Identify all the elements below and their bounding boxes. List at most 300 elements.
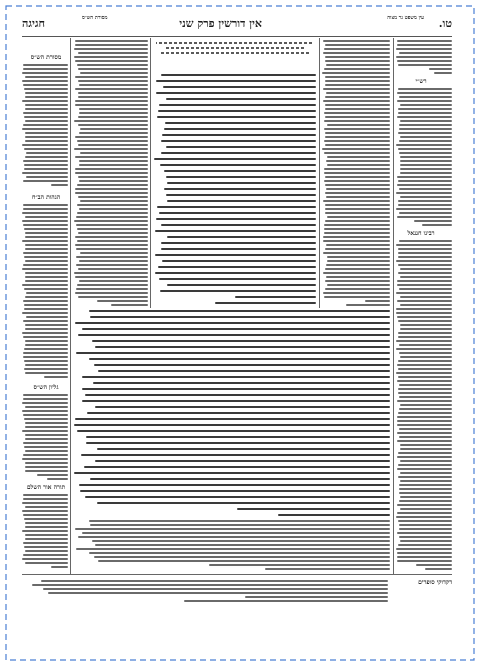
text-line [24,518,68,520]
text-line [86,436,390,438]
text-line [155,272,316,274]
text-line [25,562,68,564]
text-line [161,74,316,76]
text-line [159,212,316,214]
text-line [82,328,390,330]
text-line [167,236,316,238]
text-line [326,276,390,278]
page-header [22,14,452,37]
text-line [80,152,148,154]
text-line [398,256,452,258]
text-line [397,400,452,402]
text-line [23,414,68,416]
text-line [167,182,316,184]
text-line [400,496,452,498]
text-line [398,544,452,546]
text-line [414,220,452,222]
text-line [25,466,68,468]
text-line [397,556,452,558]
text-line [398,452,452,454]
text-line [396,208,452,210]
text-line [324,168,390,170]
text-line [325,76,390,78]
text-line [237,508,390,510]
text-line [323,252,390,254]
tosafot-commentary [74,40,148,306]
text-line [25,534,68,536]
text-line [77,430,390,432]
text-line [323,292,390,294]
torah-or-text [22,494,68,570]
text-line [158,266,316,268]
text-line [325,280,390,282]
text-line [44,376,68,378]
text-line [167,284,316,286]
text-line [25,296,68,298]
commentary-bottom [74,520,390,570]
text-line [327,156,390,158]
text-line [75,40,148,42]
text-line [23,498,68,500]
mesoret-text [22,64,68,188]
text-line [400,136,452,138]
text-line [78,68,148,70]
text-line [77,212,148,214]
text-line [327,124,390,126]
text-line [397,432,452,434]
text-line [397,420,452,422]
text-line [23,180,68,182]
text-line [324,120,390,122]
text-line [399,344,452,346]
text-line [75,136,148,138]
text-line [400,120,452,122]
text-line [434,72,452,74]
text-line [398,388,452,390]
text-line [156,92,316,94]
text-line [25,76,68,78]
text-line [399,428,452,430]
text-line [398,336,452,338]
text-line [25,434,68,436]
text-line [325,208,390,210]
text-line [397,116,452,118]
text-line [400,156,452,158]
text-line [78,80,148,82]
text-line [326,264,390,266]
text-line [43,588,388,590]
text-line [24,88,68,90]
text-line [397,60,452,62]
text-line [155,254,316,256]
text-line [156,218,316,220]
text-line [324,296,390,298]
text-line [22,80,68,82]
text-line [23,514,68,516]
text-line [75,44,148,46]
text-line [400,168,452,170]
text-line [159,104,316,106]
text-line [396,372,452,374]
text-line [397,552,452,554]
text-line [23,398,68,400]
text-line [23,124,68,126]
text-line [158,110,316,112]
text-line [429,68,452,70]
text-line [76,352,390,354]
text-line [25,276,68,278]
text-line [24,546,68,548]
text-line [79,84,148,86]
text-line [23,264,68,266]
text-line [399,52,452,54]
text-line [400,196,452,198]
rule-right [393,38,394,574]
footer-label: דקדוקי סופרים [418,579,452,586]
text-line [397,100,452,102]
text-line [400,276,452,278]
text-line [25,462,68,464]
text-line [162,134,316,136]
text-line [325,132,390,134]
text-line [75,236,148,238]
text-line [154,158,316,160]
text-line [75,528,390,530]
text-line [325,144,390,146]
masoret-title: מסורת הש״ס [82,15,108,21]
text-line [75,418,390,420]
text-line [84,466,390,468]
text-line [326,160,390,162]
text-line [397,92,452,94]
text-line [78,196,148,198]
text-line [396,548,452,550]
text-line [399,492,452,494]
text-line [164,188,316,190]
text-line [78,116,148,118]
tractate-title: חגיגה [22,17,45,30]
text-line [79,160,148,162]
text-line [23,112,68,114]
text-line [397,512,452,514]
text-line [25,216,68,218]
text-line [327,216,390,218]
text-line [24,148,68,150]
text-line [22,558,68,560]
text-line [160,164,316,166]
text-line [25,260,68,262]
text-line [327,256,390,258]
text-line [23,454,68,456]
text-line [397,380,452,382]
text-line [24,418,68,420]
rule-left [70,38,71,574]
text-line [23,160,68,162]
mishnah-heading [156,42,312,54]
text-line [323,88,390,90]
text-line [22,100,68,102]
text-line [397,504,452,506]
text-line [22,410,68,412]
text-line [24,368,68,370]
chapter-title: אין דורשין פרק שני [179,17,262,30]
text-line [26,292,68,294]
text-line [399,396,452,398]
text-line [166,98,316,100]
text-line [25,236,68,238]
text-line [23,68,68,70]
text-line [399,384,453,386]
text-line [323,272,390,274]
text-line [397,532,452,534]
text-line [327,260,390,262]
text-line [89,310,390,312]
text-line [324,112,390,114]
text-line [400,304,452,306]
text-line [161,242,316,244]
text-line [90,316,390,318]
folio-number: טו. [438,17,452,30]
text-line [25,140,68,142]
text-line [22,510,68,512]
text-line [25,470,68,472]
text-line [22,402,68,404]
text-line [78,296,148,298]
text-line [24,304,68,306]
text-line [78,232,148,234]
text-line [92,540,390,542]
text-line [77,240,148,242]
text-line [166,176,316,178]
text-line [398,112,453,114]
text-line [95,460,390,462]
text-line [24,308,68,310]
text-line [323,236,390,238]
text-line [77,284,149,286]
ein-mishpat-text [396,40,452,74]
text-line [25,506,68,508]
text-line [163,86,316,88]
text-line [25,104,68,106]
text-line [79,112,148,114]
text-line [398,520,452,522]
gilyon-text [22,394,68,480]
text-line [75,104,148,106]
footer-notes [22,580,388,602]
text-line [396,260,452,262]
text-line [400,160,452,162]
text-line [76,548,390,550]
text-line [89,520,390,522]
text-line [51,184,68,186]
text-line [78,52,148,54]
text-line [23,352,68,354]
text-line [325,136,390,138]
text-line [166,146,316,148]
text-line [97,448,390,450]
text-line [25,550,68,552]
text-line [397,284,452,286]
text-line [245,596,388,598]
text-line [22,502,68,504]
text-line [397,468,452,470]
text-line [74,48,148,50]
text-line [23,84,68,86]
text-line [397,216,452,218]
text-line [25,136,68,138]
text-line [24,256,68,258]
gemara-text-top [154,74,316,306]
text-line [24,446,68,448]
text-line [79,180,148,182]
text-line [25,328,68,330]
torah-or-label: תורה אור השלם [26,484,66,491]
text-line [47,478,68,480]
text-line [396,56,452,58]
text-line [32,584,388,586]
text-line [79,164,148,166]
text-line [278,514,390,516]
text-line [77,140,148,142]
text-line [23,252,68,254]
text-line [324,152,390,154]
text-line [400,172,452,174]
text-line [398,464,452,466]
text-line [75,188,148,190]
rule-rashi [319,38,320,308]
text-line [75,76,148,78]
text-line [22,72,68,74]
text-line [23,442,68,444]
text-line [80,252,148,254]
text-line [74,220,148,222]
text-line [325,116,390,118]
text-line [399,288,452,290]
text-line [75,244,148,246]
text-line [94,556,390,558]
text-line [400,296,452,298]
text-line [162,260,316,262]
text-line [22,458,68,460]
text-line [346,304,390,306]
text-line [23,494,68,496]
text-line [25,522,68,524]
text-line [78,144,148,146]
text-line [400,324,452,326]
text-line [399,152,452,154]
text-line [87,412,391,414]
text-line [24,164,68,166]
text-line [396,292,452,294]
text-line [184,600,388,602]
rashi-commentary [322,40,390,306]
text-line [22,530,68,532]
text-line [23,320,68,322]
text-line [23,394,68,396]
text-line [24,360,68,362]
text-line [48,592,388,594]
text-line [161,152,316,154]
text-line [325,204,390,206]
text-line [326,188,390,190]
ein-mishpat-title: עין משפט נר מצוה [387,15,424,21]
text-line [398,248,452,250]
text-line [25,272,68,274]
text-line [327,284,390,286]
text-line [397,316,452,318]
text-line [81,454,390,456]
text-line [26,152,68,154]
text-line [92,340,390,342]
text-line [161,140,316,142]
text-line [400,104,452,106]
text-line [400,540,452,542]
text-line [24,168,68,170]
text-line [164,170,316,172]
text-line [165,122,316,124]
text-line [79,108,148,110]
text-line [209,564,390,566]
text-line [25,96,68,98]
text-line [326,196,390,198]
text-line [325,56,390,58]
text-line [323,200,390,202]
text-line [74,272,148,274]
text-line [77,184,148,186]
text-line [90,524,390,526]
text-line [22,128,68,130]
text-line [95,406,390,408]
text-line [325,84,390,86]
text-line [25,538,68,540]
text-line [399,436,452,438]
text-line [25,364,68,366]
text-line [164,128,316,130]
text-line [399,536,452,538]
text-line [78,92,148,94]
text-line [322,72,390,74]
text-line [400,460,452,462]
text-line [397,456,452,458]
text-line [396,244,452,246]
text-line [78,96,148,98]
text-line [78,268,148,270]
text-line [396,308,452,310]
text-line [324,180,390,182]
text-line [327,164,390,166]
text-line [22,312,68,314]
text-line [25,108,68,110]
text-line [325,96,390,98]
text-line [25,340,68,342]
text-line [398,132,452,134]
text-line [76,264,148,266]
text-line [75,156,148,158]
text-line [24,348,68,350]
text-line [89,358,390,360]
text-line [399,352,452,354]
text-line [400,448,452,450]
text-line [25,120,68,122]
text-line [325,44,390,46]
text-line [399,240,452,242]
text-line [399,500,452,502]
text-line [324,228,390,230]
text-line [325,108,390,110]
text-line [75,168,148,170]
text-line [398,64,452,66]
text-line [323,240,390,242]
